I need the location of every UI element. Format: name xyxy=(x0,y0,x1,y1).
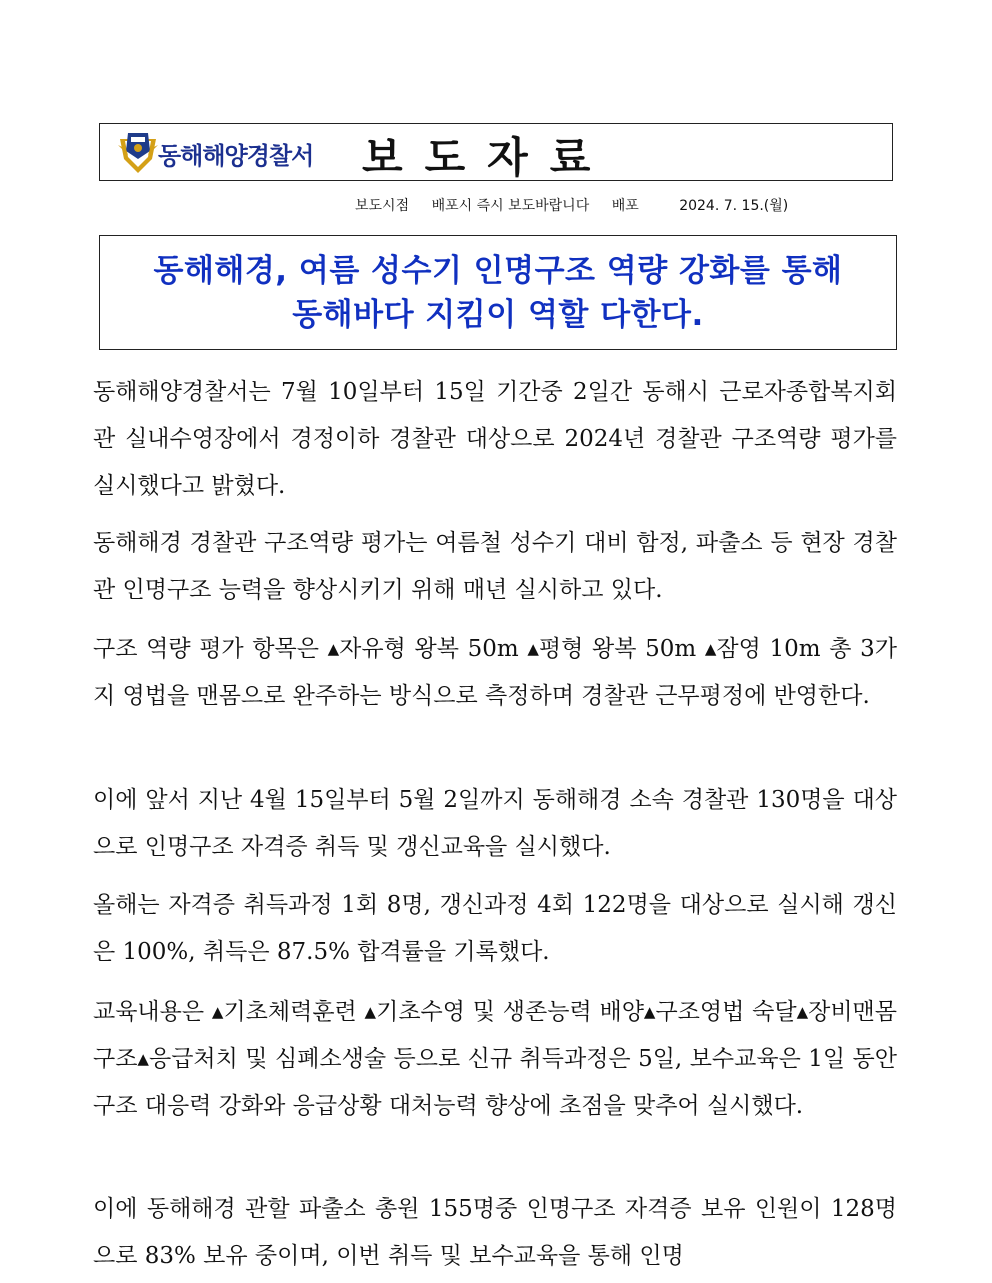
body-paragraph-2: 동해해경 경찰관 구조역량 평가는 여름철 성수기 대비 함정, 파출소 등 현장 경찰관 인명구조 능력을 향상시키기 위해 매년 실시하고 있다. xyxy=(93,530,897,603)
headline-line-1: 동해해경, 여름 성수기 인명구조 역량 강화를 통해 xyxy=(153,252,843,289)
release-time-value: 배포시 즉시 보도바랍니다 xyxy=(431,198,590,214)
doc-type-title: 보도자료 xyxy=(362,133,613,182)
distribution-date: 2024. 7. 15.(월) xyxy=(679,198,789,214)
body-paragraph-5: 올해는 자격증 취득과정 1회 8명, 갱신과정 4회 122명을 대상으로 실시해 갱신은 100%, 취득은 87.5% 합격률을 기록했다. xyxy=(93,892,897,965)
headline-box xyxy=(99,235,897,350)
body-paragraph-4: 이에 앞서 지난 4월 15일부터 5월 2일까지 동해해경 소속 경찰관 130명을 대상으로 인명구조 자격증 취득 및 갱신교육을 실시했다. xyxy=(93,787,897,860)
distribution-label: 배포 xyxy=(611,198,639,214)
body-paragraph-1: 동해해양경찰서는 7월 10일부터 15일 기간중 2일간 동해시 근로자종합복지회관 실내수영장에서 경정이하 경찰관 대상으로 2024년 경찰관 구조역량 평가를 실시했다고 밝혔다. xyxy=(93,379,897,499)
org-name: 동해해양경찰서 xyxy=(158,142,314,170)
body-paragraph-3: 구조 역량 평가 항목은 ▴자유형 왕복 50m ▴평형 왕복 50m ▴잠영 10m 총 3가지 영법을 맨몸으로 완주하는 방식으로 측정하며 경찰관 근무평정에 반영한다. xyxy=(93,636,897,709)
body-paragraph-7: 이에 동해해경 관할 파출소 총원 155명중 인명구조 자격증 보유 인원이 128명으로 83% 보유 중이며, 이번 취득 및 보수교육을 통해 인명 xyxy=(93,1196,897,1269)
headline-line-2: 동해바다 지킴이 역할 다한다. xyxy=(292,296,704,333)
release-info xyxy=(355,195,788,215)
press-header xyxy=(99,123,893,181)
coast-guard-emblem-icon xyxy=(116,129,160,177)
release-time-label: 보도시점 xyxy=(355,198,410,214)
body-paragraph-6: 교육내용은 ▴기초체력훈련 ▴기초수영 및 생존능력 배양▴구조영법 숙달▴장비맨몸구조▴응급처치 및 심폐소생술 등으로 신규 취득과정은 5일, 보수교육은 1일 동안 구조 대응력 강화와 응급상황 대처능력 향상에 초점을 맞추어 실시했다. xyxy=(93,999,897,1119)
